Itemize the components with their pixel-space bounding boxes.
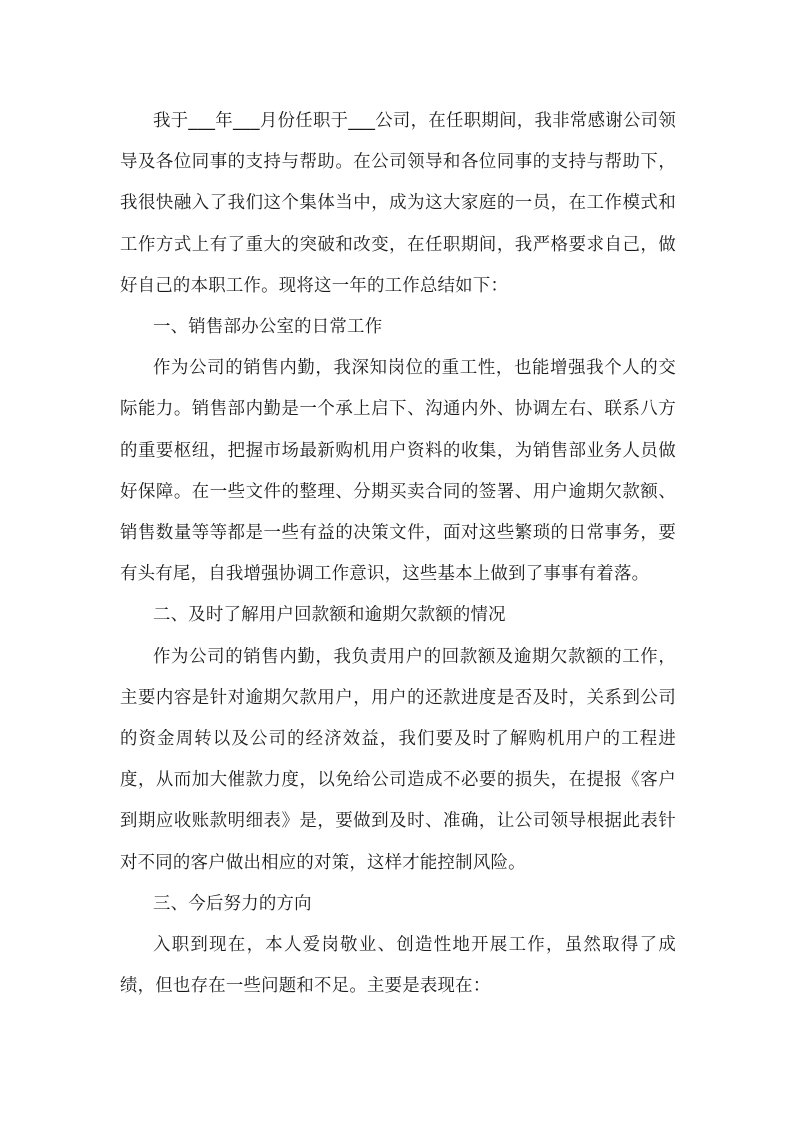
section-heading-3: 三、今后努力的方向: [153, 893, 312, 914]
section-2-paragraph: 作为公司的销售内勤，我负责用户的回款额及逾期欠款额的工作，主要内容是针对逾期欠款用户，用户的还款进度是否及时，关系到公司的资金周转以及公司的经济效益，我们要及时了解购机用户的工程进度，从而加大催款力度，以免给公司造成不必要的损失，在提报《客户到期应收账款明细表》是，要做到及时、准确，让公司领导根据此表针对不同的客户做出相应的对策，这样才能控制风险。: [120, 646, 676, 873]
document-body: [120, 101, 676, 1007]
section-heading-2: 二、及时了解用户回款额和逾期欠款额的情况: [153, 605, 506, 626]
intro-paragraph: 我于___年___月份任职于___公司，在任职期间，我非常感谢公司领导及各位同事的支持与帮助。在公司领导和各位同事的支持与帮助下，我很快融入了我们这个集体当中，成为这大家庭的一员，在工作模式和工作方式上有了重大的突破和改变，在任职期间，我严格要求自己，做好自己的本职工作。现将这一年的工作总结如下：: [120, 111, 676, 296]
section-1-paragraph: 作为公司的销售内勤，我深知岗位的重工性，也能增强我个人的交际能力。销售部内勤是一个承上启下、沟通内外、协调左右、联系八方的重要枢纽，把握市场最新购机用户资料的收集，为销售部业务人员做好保障。在一些文件的整理、分期买卖合同的签署、用户逾期欠款额、销售数量等等都是一些有益的决策文件，面对这些繁琐的日常事务，要有头有尾，自我增强协调工作意识，这些基本上做到了事事有着落。: [120, 358, 676, 585]
section-3-paragraph: 入职到现在，本人爱岗敬业、创造性地开展工作，虽然取得了成绩，但也存在一些问题和不足。主要是表现在：: [120, 935, 676, 997]
section-heading-1: 一、销售部办公室的日常工作: [153, 317, 383, 338]
